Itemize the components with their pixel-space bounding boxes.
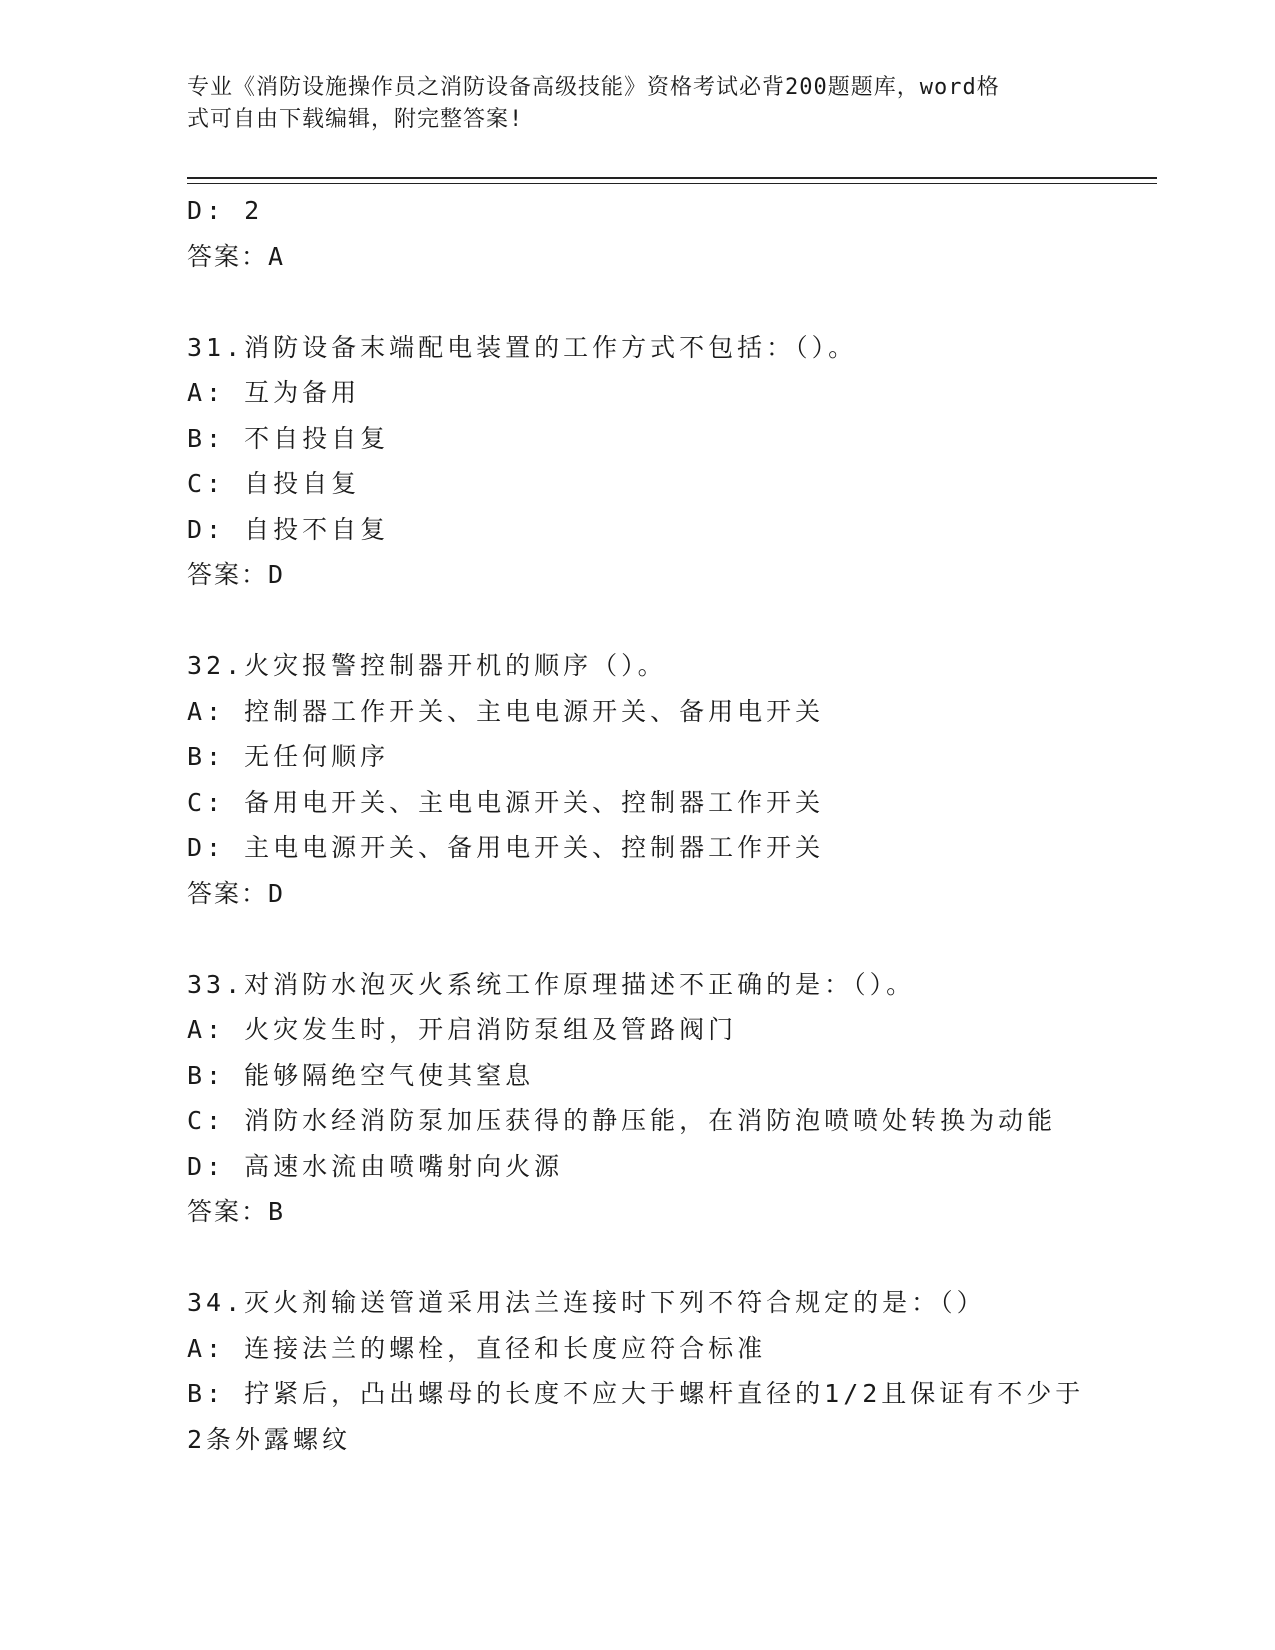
option-d: D: 高速水流由喷嘴射向火源 bbox=[187, 1151, 564, 1181]
answer-line: 答案：D bbox=[187, 560, 286, 589]
option-d: D: 2 bbox=[187, 196, 264, 225]
question-block-31 bbox=[187, 325, 1087, 598]
document-header bbox=[187, 72, 1067, 136]
option-a: A: 互为备用 bbox=[187, 378, 361, 407]
question-block-32 bbox=[187, 643, 1087, 916]
option-b: B: 无任何顺序 bbox=[187, 742, 390, 771]
option-b: B: 拧紧后，凸出螺母的长度不应大于螺杆直径的1/2且保证有不少于 bbox=[187, 1379, 1085, 1408]
question-text: 33.对消防水泡灭火系统工作原理描述不正确的是：（）。 bbox=[187, 969, 916, 999]
header-divider-thin bbox=[187, 183, 1157, 184]
question-block-34 bbox=[187, 1280, 1087, 1462]
question-block-30 bbox=[187, 188, 1087, 279]
option-c: C: 消防水经消防泵加压获得的静压能，在消防泡喷喷处转换为动能 bbox=[187, 1106, 1057, 1135]
option-a: A: 连接法兰的螺栓，直径和长度应符合标准 bbox=[187, 1333, 767, 1363]
option-d: D: 主电电源开关、备用电开关、控制器工作开关 bbox=[187, 833, 825, 862]
question-block-33 bbox=[187, 962, 1087, 1235]
spacer bbox=[187, 598, 1087, 644]
question-list bbox=[187, 188, 1087, 1462]
header-divider-thick bbox=[187, 177, 1157, 179]
spacer bbox=[187, 1235, 1087, 1281]
option-b: B: 能够隔绝空气使其窒息 bbox=[187, 1060, 535, 1090]
question-text: 32.火灾报警控制器开机的顺序（）。 bbox=[187, 651, 667, 680]
option-b-continued: 2条外露螺纹 bbox=[187, 1424, 352, 1454]
question-text: 34.灭火剂输送管道采用法兰连接时下列不符合规定的是：（） bbox=[187, 1288, 986, 1317]
answer-line: 答案：D bbox=[187, 878, 286, 908]
option-a: A: 控制器工作开关、主电电源开关、备用电开关 bbox=[187, 696, 825, 726]
answer-line: 答案：B bbox=[187, 1197, 286, 1226]
question-text: 31.消防设备末端配电装置的工作方式不包括：（）。 bbox=[187, 332, 858, 362]
option-a: A: 火灾发生时，开启消防泵组及管路阀门 bbox=[187, 1015, 738, 1044]
answer-line: 答案：A bbox=[187, 241, 286, 271]
spacer bbox=[187, 916, 1087, 962]
option-c: C: 自投自复 bbox=[187, 469, 361, 498]
option-b: B: 不自投自复 bbox=[187, 423, 390, 453]
header-title-line-2: 式可自由下载编辑，附完整答案! bbox=[187, 107, 524, 132]
option-d: D: 自投不自复 bbox=[187, 514, 390, 544]
spacer bbox=[187, 279, 1087, 325]
option-c: C: 备用电开关、主电电源开关、控制器工作开关 bbox=[187, 787, 825, 817]
header-title-line-1: 专业《消防设施操作员之消防设备高级技能》资格考试必背200题题库，word格 bbox=[187, 75, 1000, 100]
